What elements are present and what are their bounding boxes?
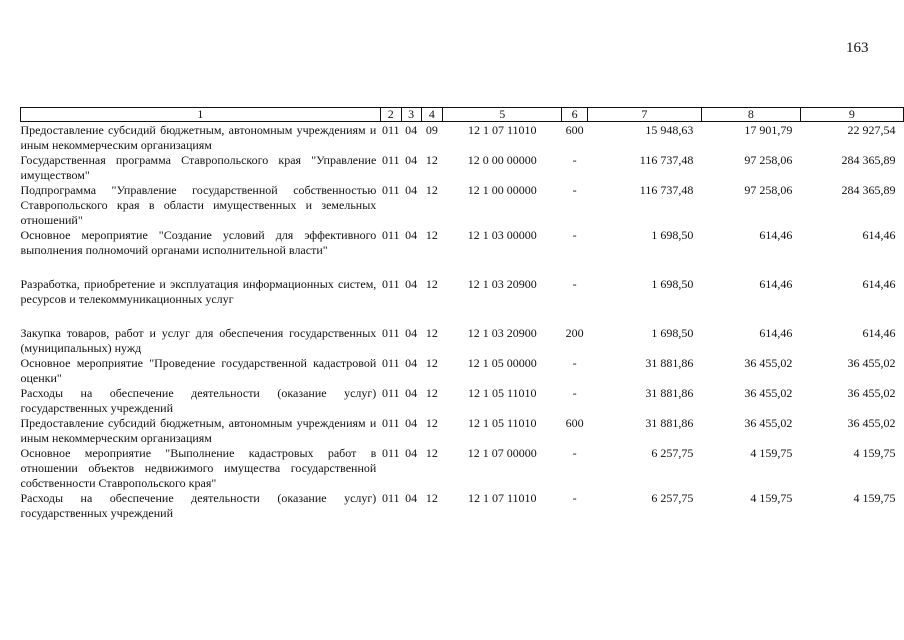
- cell-amount-2: 97 258,06: [744, 183, 793, 197]
- col-header-2: 2: [380, 108, 401, 122]
- cell-amount-3: 614,46: [862, 228, 896, 242]
- cell-section: 04: [405, 153, 418, 167]
- table-row: [21, 356, 904, 386]
- cell-ministry: 011: [381, 277, 400, 291]
- cell-section: 04: [405, 228, 418, 242]
- cell-ministry: 011: [381, 326, 400, 340]
- cell-expense-type: -: [572, 228, 577, 242]
- cell-section: 04: [405, 446, 418, 460]
- table-header: [21, 108, 904, 122]
- table-row: [21, 153, 904, 183]
- cell-name: Основное мероприятие "Проведение государственной кадастровой оценки": [20, 356, 377, 385]
- cell-amount-3: 22 927,54: [847, 123, 896, 137]
- cell-amount-1: 6 257,75: [651, 491, 694, 505]
- cell-amount-3: 284 365,89: [841, 183, 896, 197]
- cell-name: Расходы на обеспечение деятельности (оказание услуг) государственных учреждений: [20, 386, 377, 415]
- col-header-1: 1: [21, 108, 381, 122]
- table-row: [21, 491, 904, 521]
- cell-name: Предоставление субсидий бюджетным, автономным учреждениям и иным некоммерческим организациям: [20, 123, 377, 152]
- cell-amount-2: 36 455,02: [744, 416, 793, 430]
- cell-section: 04: [405, 277, 418, 291]
- col-header-4: 4: [421, 108, 443, 122]
- cell-ministry: 011: [381, 356, 400, 370]
- cell-amount-1: 116 737,48: [639, 153, 694, 167]
- table-row: [21, 326, 904, 356]
- table-row: [21, 122, 904, 154]
- cell-amount-2: 614,46: [759, 228, 793, 242]
- cell-amount-3: 36 455,02: [847, 386, 896, 400]
- cell-target-code: 12 1 03 00000: [467, 228, 537, 242]
- cell-name: Предоставление субсидий бюджетным, автономным учреждениям и иным некоммерческим организациям: [20, 416, 377, 445]
- cell-amount-1: 1 698,50: [651, 228, 694, 242]
- table-row: [21, 416, 904, 446]
- table-row: [21, 386, 904, 416]
- cell-name: Подпрограмма "Управление государственной собственностью Ставропольского края в области имущественных и земельных отношений": [20, 183, 377, 227]
- table-row: [21, 277, 904, 326]
- col-header-7: 7: [588, 108, 702, 122]
- cell-name: Закупка товаров, работ и услуг для обеспечения государственных (муниципальных) нужд: [20, 326, 377, 355]
- cell-section: 04: [405, 183, 418, 197]
- cell-amount-2: 4 159,75: [750, 491, 793, 505]
- cell-subsection: 12: [425, 183, 438, 197]
- col-header-9: 9: [800, 108, 903, 122]
- cell-target-code: 12 1 07 11010: [467, 123, 537, 137]
- cell-name: Основное мероприятие "Выполнение кадастровых работ в отношении объектов недвижимого имущества государственной собственности Ставропольского края": [20, 446, 377, 490]
- cell-expense-type: 600: [565, 416, 584, 430]
- cell-expense-type: 600: [565, 123, 584, 137]
- cell-expense-type: -: [572, 153, 577, 167]
- cell-name: Государственная программа Ставропольского края "Управление имуществом": [20, 153, 377, 182]
- cell-expense-type: -: [572, 446, 577, 460]
- cell-section: 04: [405, 356, 418, 370]
- cell-amount-1: 1 698,50: [651, 277, 694, 291]
- cell-target-code: 12 1 03 20900: [467, 326, 537, 340]
- cell-subsection: 12: [425, 416, 438, 430]
- cell-name: Разработка, приобретение и эксплуатация информационных систем, ресурсов и телекоммуникационных услуг: [20, 277, 377, 306]
- cell-subsection: 12: [425, 491, 438, 505]
- cell-name: Расходы на обеспечение деятельности (оказание услуг) государственных учреждений: [20, 491, 377, 520]
- col-header-5: 5: [443, 108, 562, 122]
- cell-subsection: 12: [425, 277, 438, 291]
- cell-expense-type: 200: [565, 326, 584, 340]
- cell-target-code: 12 1 05 00000: [467, 356, 537, 370]
- cell-ministry: 011: [381, 153, 400, 167]
- cell-target-code: 12 1 03 20900: [467, 277, 537, 291]
- cell-amount-3: 284 365,89: [841, 153, 896, 167]
- cell-target-code: 12 1 00 00000: [467, 183, 537, 197]
- cell-amount-2: 97 258,06: [744, 153, 793, 167]
- cell-section: 04: [405, 326, 418, 340]
- table-row: [21, 446, 904, 491]
- cell-expense-type: -: [572, 491, 577, 505]
- cell-subsection: 12: [425, 386, 438, 400]
- cell-amount-2: 4 159,75: [750, 446, 793, 460]
- cell-ministry: 011: [381, 183, 400, 197]
- cell-target-code: 12 1 07 11010: [467, 491, 537, 505]
- cell-target-code: 12 1 05 11010: [467, 416, 537, 430]
- cell-subsection: 12: [425, 446, 438, 460]
- col-header-6: 6: [562, 108, 588, 122]
- cell-name: Основное мероприятие "Создание условий для эффективного выполнения полномочий органами исполнительной власти": [20, 228, 377, 257]
- cell-amount-3: 4 159,75: [853, 491, 896, 505]
- cell-ministry: 011: [381, 123, 400, 137]
- cell-amount-2: 17 901,79: [744, 123, 793, 137]
- cell-subsection: 12: [425, 228, 438, 242]
- cell-ministry: 011: [381, 416, 400, 430]
- cell-amount-3: 36 455,02: [847, 356, 896, 370]
- cell-amount-3: 614,46: [862, 277, 896, 291]
- cell-section: 04: [405, 386, 418, 400]
- col-header-8: 8: [701, 108, 800, 122]
- table-row: [21, 228, 904, 277]
- cell-section: 04: [405, 416, 418, 430]
- cell-amount-3: 4 159,75: [853, 446, 896, 460]
- cell-ministry: 011: [381, 491, 400, 505]
- cell-subsection: 12: [425, 153, 438, 167]
- cell-subsection: 09: [425, 123, 438, 137]
- cell-amount-1: 6 257,75: [651, 446, 694, 460]
- table-row: [21, 183, 904, 228]
- page-number: 163: [846, 40, 869, 56]
- cell-amount-1: 31 881,86: [645, 386, 694, 400]
- cell-amount-2: 614,46: [759, 277, 793, 291]
- cell-amount-2: 614,46: [759, 326, 793, 340]
- cell-target-code: 12 1 07 00000: [467, 446, 537, 460]
- cell-amount-2: 36 455,02: [744, 386, 793, 400]
- cell-amount-1: 31 881,86: [645, 416, 694, 430]
- cell-expense-type: -: [572, 183, 577, 197]
- cell-section: 04: [405, 123, 418, 137]
- cell-section: 04: [405, 491, 418, 505]
- cell-ministry: 011: [381, 228, 400, 242]
- cell-subsection: 12: [425, 326, 438, 340]
- header-row: [21, 108, 904, 122]
- cell-amount-3: 614,46: [862, 326, 896, 340]
- cell-amount-1: 1 698,50: [651, 326, 694, 340]
- cell-expense-type: -: [572, 277, 577, 291]
- cell-target-code: 12 1 05 11010: [467, 386, 537, 400]
- cell-ministry: 011: [381, 446, 400, 460]
- cell-amount-1: 116 737,48: [639, 183, 694, 197]
- cell-expense-type: -: [572, 356, 577, 370]
- budget-table: [20, 107, 904, 521]
- cell-ministry: 011: [381, 386, 400, 400]
- cell-subsection: 12: [425, 356, 438, 370]
- cell-amount-1: 31 881,86: [645, 356, 694, 370]
- col-header-3: 3: [401, 108, 421, 122]
- cell-target-code: 12 0 00 00000: [467, 153, 537, 167]
- cell-amount-1: 15 948,63: [645, 123, 694, 137]
- cell-expense-type: -: [572, 386, 577, 400]
- cell-amount-2: 36 455,02: [744, 356, 793, 370]
- cell-amount-3: 36 455,02: [847, 416, 896, 430]
